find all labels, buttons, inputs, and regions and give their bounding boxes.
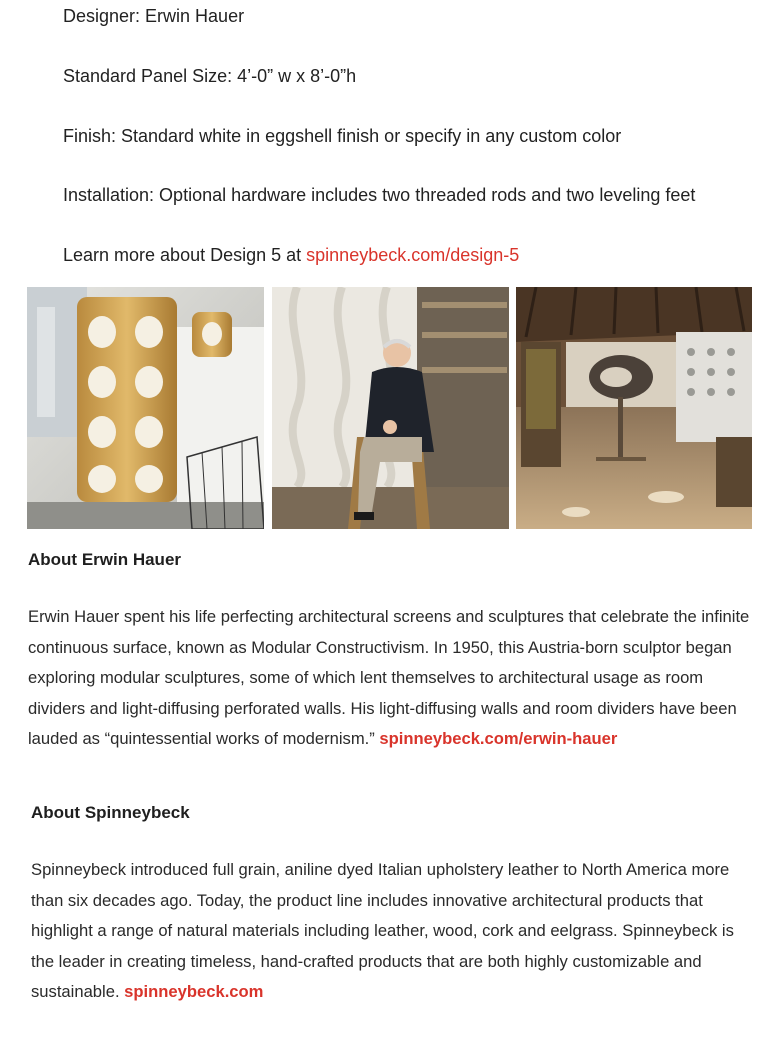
designer-portrait-photo: [272, 287, 509, 529]
spec-designer-text: Designer: Erwin Hauer: [63, 6, 245, 26]
about-hauer-text: Erwin Hauer spent his life perfecting architectural screens and sculptures that celebrate the infinite continuous surface, known as Modular Constructivism. In 1950, this Austria-born sculptor began exploring modular sculptures, some of which lent themselves to architectural usage as room dividers and light-diffusing perforated walls. His light-diffusing walls and room dividers have been lauded as “quintessential works of modernism.”: [28, 607, 750, 748]
about-spinneybeck-body: [31, 855, 759, 1008]
spinneybeck-link[interactable]: spinneybeck.com: [124, 982, 264, 1001]
about-spinneybeck-text: Spinneybeck introduced full grain, aniline dyed Italian upholstery leather to North America more than six decades ago. Today, the product line includes innovative architectural products that highlight a range of natural materials including leather, wood, cork and eelgrass. Spinneybeck is the leader in creating timeless, hand-crafted products that are both highly customizable and sustainable.: [31, 860, 734, 1001]
spec-installation: [63, 183, 695, 207]
learn-more-text: Learn more about Design 5 at: [63, 245, 307, 265]
about-hauer-body: [28, 602, 758, 755]
spec-designer: [63, 4, 244, 28]
sculpture-photo: [27, 287, 264, 529]
about-spinneybeck-heading: About Spinneybeck: [31, 803, 190, 822]
erwin-hauer-link[interactable]: spinneybeck.com/erwin-hauer: [379, 729, 618, 748]
spec-panel-size: [63, 64, 356, 88]
about-hauer-heading: About Erwin Hauer: [28, 550, 182, 569]
spec-panel-size-text: Standard Panel Size: 4’-0” w x 8’-0”h: [63, 66, 357, 86]
spec-learn-more: [63, 243, 519, 267]
photo-strip: [27, 287, 752, 529]
spec-installation-text: Installation: Optional hardware includes two threaded rods and two leveling feet: [63, 185, 696, 205]
spec-finish-text: Finish: Standard white in eggshell finish or specify in any custom color: [63, 126, 622, 146]
studio-interior-photo: [516, 287, 752, 529]
spec-finish: [63, 124, 621, 148]
design-5-link[interactable]: spinneybeck.com/design-5: [306, 245, 520, 265]
